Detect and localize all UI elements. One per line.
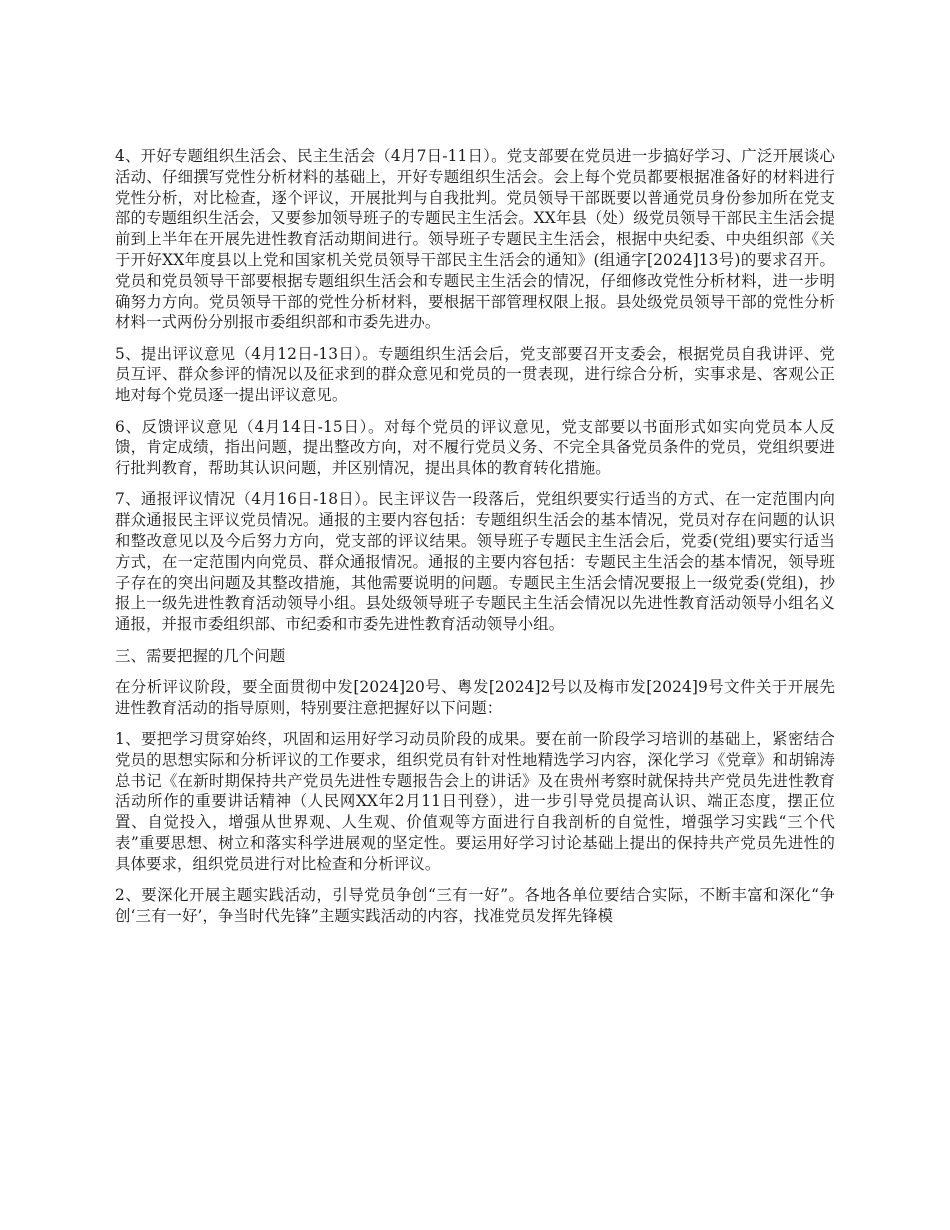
section-heading-three: 三、需要把握的几个问题 (115, 646, 286, 665)
paragraph-point-2-practice: 2、要深化开展主题实践活动，引导党员争创“三有一好”。各地各单位要结合实际，不断丰富和深化“争创‘三有一好’，争当时代先锋”主题实践活动的内容，找准党员发挥先锋模 (115, 886, 835, 925)
paragraph-item-5-evaluation-opinions: 5、提出评议意见（4月12日-13日）。专题组织生活会后，党支部要召开支委会，根据党员自我讲评、党员互评、群众参评的情况以及征求到的群众意见和党员的一贯表现，进行综合分析，实事求是、客观公正地对每个党员逐一提出评议意见。 (115, 344, 835, 405)
paragraph-point-1-study: 1、要把学习贯穿始终，巩固和运用好学习动员阶段的成果。要在前一阶段学习培训的基础上，紧密结合党员的思想实际和分析评议的工作要求，组织党员有针对性地精选学习内容，深化学习《党章》和胡锦涛总书记《在新时期保持共产党员先进性专题报告会上的讲话》及在贵州考察时就保持共产党员先进性教育活动所作的重要讲话精神（人民网XX年2月11日刊登），进一步引导党员提高认识、端正态度，摆正位置、自觉投入，增强从世界观、人生观、价值观等方面进行自我剖析的自觉性，增强学习实践“三个代表”重要思想、树立和落实科学进展观的坚定性。要运用好学习讨论基础上提出的保持共产党员先进性的具体要求，组织党员进行对比检查和分析评议。 (115, 729, 835, 873)
document-body (115, 146, 835, 937)
paragraph-item-6-feedback: 6、反馈评议意见（4月14日-15日）。对每个党员的评议意见，党支部要以书面形式如实向党员本人反馈，肯定成绩，指出问题，提出整改方向，对不履行党员义务、不完全具备党员条件的党员，党组织要进行批判教育，帮助其认识问题，并区别情况，提出具体的教育转化措施。 (115, 417, 835, 478)
paragraph-item-7-notification: 7、通报评议情况（4月16日-18日）。民主评议告一段落后，党组织要实行适当的方式、在一定范围内向群众通报民主评议党员情况。通报的主要内容包括：专题组织生活会的基本情况，党员对存在问题的认识和整改意见以及今后努力方向，党支部的评议结果。领导班子专题民主生活会后，党委(党组)要实行适当方式，在一定范围内向党员、群众通报情况。通报的主要内容包括：专题民主生活会的基本情况，领导班子存在的突出问题及其整改措施，其他需要说明的问题。专题民主生活会情况要报上一级党委(党组)，抄报上一级先进性教育活动领导小组。县处级领导班子专题民主生活会情况以先进性教育活动领导小组名义通报，并报市委组织部、市纪委和市委先进性教育活动领导小组。 (115, 490, 835, 634)
paragraph-section-intro: 在分析评议阶段，要全面贯彻中发[2024]20号、粤发[2024]2号以及梅市发[2024]9号文件关于开展先进性教育活动的指导原则，特别要注意把握好以下问题： (115, 677, 835, 717)
paragraph-item-4-democratic-life-meeting: 4、开好专题组织生活会、民主生活会（4月7日-11日）。党支部要在党员进一步搞好学习、广泛开展谈心活动、仔细撰写党性分析材料的基础上，开好专题组织生活会。会上每个党员都要根据准备好的材料进行党性分析，对比检查，逐个评议，开展批判与自我批判。党员领导干部既要以普通党员身份参加所在党支部的专题组织生活会，又要参加领导班子的专题民主生活会。XX年县（处）级党员领导干部民主生活会提前到上半年在开展先进性教育活动期间进行。领导班子专题民主生活会，根据中央纪委、中央组织部《关于开好XX年度县以上党和国家机关党员领导干部民主生活会的通知》(组通字[2024]13号)的要求召开。党员和党员领导干部要根据专题组织生活会和专题民主生活会的情况，仔细修改党性分析材料，进一步明确努力方向。党员领导干部的党性分析材料，要根据干部管理权限上报。县处级党员领导干部的党性分析材料一式两份分别报市委组织部和市委先进办。 (115, 147, 835, 332)
